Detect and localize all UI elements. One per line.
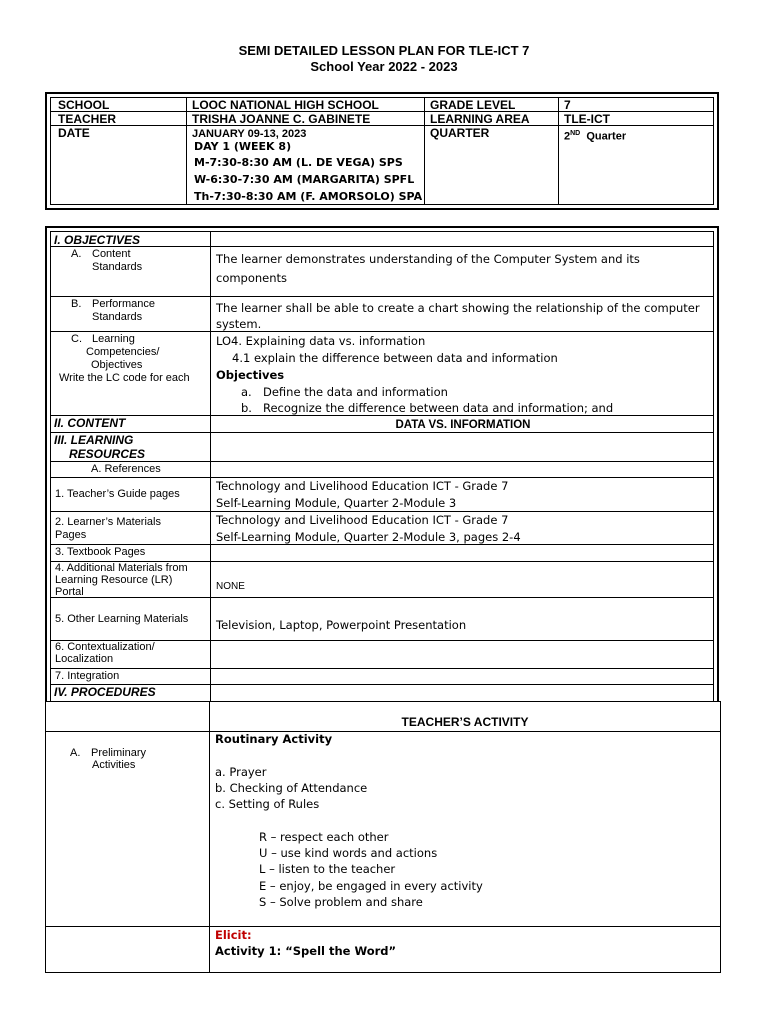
other-materials-label: 5. Other Learning Materials (55, 613, 189, 625)
objective-letter: b. (241, 401, 252, 415)
elicit-label: Elicit: (215, 928, 252, 942)
teachers-guide-value: Technology and Livelihood Education ICT - Grade 7 (216, 479, 509, 493)
header-table (45, 92, 719, 210)
grade-level-value: 7 (564, 98, 571, 112)
preliminary-label: Activities (92, 759, 136, 771)
school-value: LOOC NATIONAL HIGH SCHOOL (192, 98, 379, 112)
resources-heading: III. LEARNING (54, 433, 134, 447)
references-label: A. References (91, 463, 161, 475)
competency-line: 4.1 explain the difference between data and information (232, 351, 558, 365)
content-standards-label: Content (92, 248, 131, 260)
routine-step: c. Setting of Rules (215, 797, 320, 811)
teachers-activity-header: TEACHER’S ACTIVITY (401, 715, 529, 729)
resources-heading: RESOURCES (69, 447, 146, 461)
teachers-guide-value: Self-Learning Module, Quarter 2-Module 3 (216, 496, 457, 510)
performance-standards-label: Performance (92, 298, 155, 310)
routinary-activity-title: Routinary Activity (215, 732, 333, 746)
quarter-suffix: ND (570, 130, 581, 137)
date-label: DATE (58, 126, 90, 140)
content-heading: II. CONTENT (54, 416, 126, 430)
schedule-line: W-6:30-7:30 AM (MARGARITA) SPFL (194, 173, 415, 186)
learners-materials-value: Self-Learning Module, Quarter 2-Module 3, pages 2-4 (216, 530, 521, 544)
performance-standards-value: The learner shall be able to create a chart showing the relationship of the computer system. (216, 301, 700, 331)
contextualization-label: Localization (55, 653, 114, 665)
grade-level-label: GRADE LEVEL (430, 98, 516, 112)
schedule-line: M-7:30-8:30 AM (L. DE VEGA) SPS (194, 156, 403, 169)
document-title: SEMI DETAILED LESSON PLAN FOR TLE-ICT 7 (238, 43, 530, 58)
learners-materials-label: Pages (55, 529, 87, 541)
preliminary-letter: A. (70, 747, 81, 759)
schedule-line: DAY 1 (WEEK 8) (194, 140, 292, 153)
content-standards-value: The learner demonstrates understanding of the Computer System and its components (216, 252, 640, 285)
rule-item: S – Solve problem and share (259, 895, 423, 909)
competencies-label: Competencies/ (86, 346, 160, 358)
rule-item: E – enjoy, be engaged in every activity (259, 879, 483, 893)
procedures-heading: IV. PROCEDURES (54, 685, 156, 699)
competencies-letter: C. (71, 333, 82, 345)
lr-portal-value: NONE (216, 581, 245, 592)
teacher-value: TRISHA JOANNE C. GABINETE (192, 112, 371, 126)
competencies-label: Objectives (91, 359, 143, 371)
learners-materials-value: Technology and Livelihood Education ICT - Grade 7 (216, 513, 509, 527)
teacher-label: TEACHER (58, 112, 117, 126)
performance-standards-letter: B. (71, 298, 82, 310)
objective-item: Recognize the difference between data and information; and (263, 401, 614, 415)
school-label: SCHOOL (58, 98, 110, 112)
quarter-value (564, 127, 626, 144)
competencies-note: Write the LC code for each (59, 372, 190, 384)
rule-item: U – use kind words and actions (259, 846, 438, 860)
performance-standards-label: Standards (92, 311, 143, 323)
objectives-table (45, 226, 719, 702)
schedule-line: Th-7:30-8:30 AM (F. AMORSOLO) SPA (194, 190, 423, 203)
quarter-label: QUARTER (430, 126, 490, 140)
school-year: School Year 2022 - 2023 (310, 59, 458, 74)
objectives-heading: I. OBJECTIVES (54, 233, 141, 247)
activity-title: Activity 1: “Spell the Word” (215, 944, 397, 958)
textbook-pages-label: 3. Textbook Pages (55, 546, 146, 558)
procedures-table (45, 701, 721, 973)
quarter-number: 2 (564, 130, 571, 143)
lo-line: LO4. Explaining data vs. information (216, 334, 426, 348)
lr-portal-label: Learning Resource (LR) (55, 574, 173, 586)
lr-portal-label: 4. Additional Materials from (55, 562, 188, 574)
lr-portal-label: Portal (55, 586, 84, 598)
content-value: DATA VS. INFORMATION (395, 419, 531, 431)
learners-materials-label: 2. Learner’s Materials (55, 516, 161, 528)
routine-step: a. Prayer (215, 765, 267, 779)
other-materials-value: Television, Laptop, Powerpoint Presentation (216, 618, 467, 632)
objectives-subheading: Objectives (216, 368, 285, 382)
preliminary-label: Preliminary (91, 747, 147, 759)
integration-label: 7. Integration (55, 670, 120, 682)
learning-area-label: LEARNING AREA (430, 112, 530, 126)
teachers-guide-label: 1. Teacher’s Guide pages (55, 488, 180, 500)
objective-item: Define the data and information (263, 385, 448, 399)
quarter-word: Quarter (586, 130, 627, 143)
competencies-label: Learning (92, 333, 135, 345)
content-standards-label: Standards (92, 261, 143, 273)
learning-area-value: TLE-ICT (564, 112, 610, 126)
routine-step: b. Checking of Attendance (215, 781, 368, 795)
contextualization-label: 6. Contextualization/ (55, 641, 155, 653)
rule-item: L – listen to the teacher (259, 862, 396, 876)
rule-item: R – respect each other (259, 830, 389, 844)
content-standards-letter: A. (71, 248, 82, 260)
objective-letter: a. (241, 385, 252, 399)
date-value: JANUARY 09-13, 2023 (192, 128, 307, 140)
